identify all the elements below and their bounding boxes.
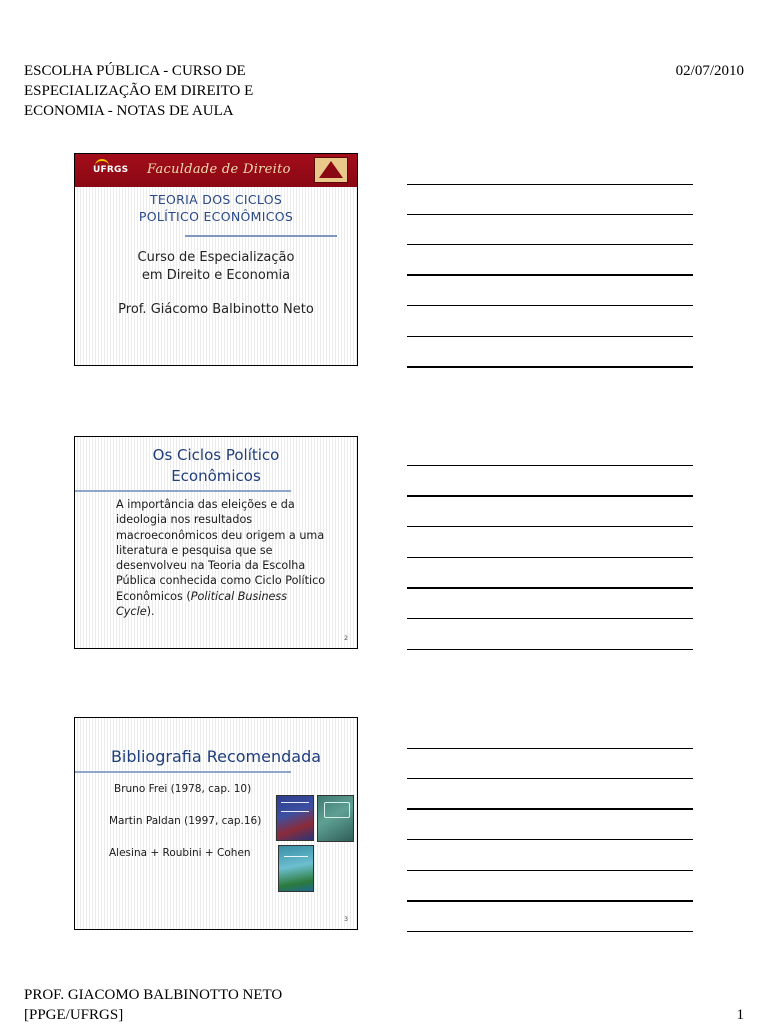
footer-page-number: 1 bbox=[736, 1007, 744, 1023]
slide-1-title-rule bbox=[185, 235, 337, 237]
slide-1-course bbox=[75, 249, 357, 285]
slide-2-body bbox=[116, 497, 356, 619]
footer-author-line-2: [PPGE/UFRGS] bbox=[24, 1007, 124, 1023]
faculdade-de-direito-logo: Faculdade de Direito bbox=[147, 162, 291, 177]
bibliography-item: Martin Paldan (1997, cap.16) bbox=[109, 815, 262, 827]
note-line bbox=[407, 839, 693, 840]
slide-2-title bbox=[75, 445, 357, 487]
note-line bbox=[407, 214, 693, 215]
slide-3-title: Bibliografia Recomendada bbox=[110, 747, 322, 766]
note-line bbox=[407, 336, 693, 337]
slide-1-thumbnail bbox=[74, 153, 358, 366]
note-line bbox=[407, 618, 693, 619]
bibliography-item: Bruno Frei (1978, cap. 10) bbox=[114, 783, 252, 795]
note-line bbox=[407, 305, 693, 306]
slide-2-body-italic: Cycle bbox=[116, 605, 147, 619]
slide-1-title-line-2: POLÍTICO ECONÔMICOS bbox=[138, 209, 294, 224]
slide-2-body-line: Pública conhecida como Ciclo Político bbox=[116, 574, 326, 588]
faculty-emblem-icon bbox=[314, 157, 348, 183]
slide-3-thumbnail bbox=[74, 717, 358, 930]
slide-2-thumbnail bbox=[74, 436, 358, 649]
slide-1-title-line-1: TEORIA DOS CICLOS bbox=[149, 192, 283, 207]
slide-2-body-italic: Political Business bbox=[190, 589, 288, 603]
slide-2-body-line: literatura e pesquisa que se bbox=[116, 543, 273, 557]
header-date: 02/07/2010 bbox=[675, 63, 744, 79]
note-line bbox=[407, 748, 693, 749]
note-line bbox=[407, 557, 693, 558]
slide-2-title-rule bbox=[75, 490, 291, 492]
slide-2-body-line: ideologia nos resultados bbox=[116, 513, 253, 527]
note-line bbox=[407, 495, 693, 497]
slide-2-body-line bbox=[116, 589, 356, 604]
slide-2-body-line: macroeconômicos deu origem a uma bbox=[116, 528, 325, 542]
note-line bbox=[407, 526, 693, 527]
note-line bbox=[407, 778, 693, 779]
note-line bbox=[407, 649, 693, 650]
note-line bbox=[407, 184, 693, 185]
slide-2-body-line: A importância das eleições e da bbox=[116, 498, 295, 511]
public-choice-iii-book-cover bbox=[317, 795, 354, 842]
header-title-line-1: ESCOLHA PÚBLICA - CURSO DE bbox=[24, 63, 246, 79]
note-line bbox=[407, 465, 693, 466]
note-line bbox=[407, 808, 693, 810]
slide-1-course-line-1: Curso de Especialização bbox=[137, 250, 295, 265]
slide-2-body-text: Econômicos ( bbox=[116, 589, 191, 603]
slide-2-body-text: ). bbox=[146, 605, 155, 619]
political-cycles-book-cover bbox=[278, 845, 314, 892]
slide-2-title-line-2: Econômicos bbox=[171, 467, 261, 485]
header-title-line-2: ESPECIALIZAÇÃO EM DIREITO E bbox=[24, 83, 254, 99]
slide-2-number: 2 bbox=[344, 635, 348, 642]
note-line bbox=[407, 366, 693, 368]
note-line bbox=[407, 870, 693, 871]
slide-3-title-rule bbox=[75, 771, 291, 773]
slide-2-title-line-1: Os Ciclos Político bbox=[152, 446, 280, 464]
header-title-line-3: ECONOMIA - NOTAS DE AULA bbox=[24, 103, 234, 119]
ufrgs-logo: UFRGS bbox=[93, 165, 129, 175]
slide-3-number: 3 bbox=[344, 916, 348, 923]
note-line bbox=[407, 931, 693, 932]
public-choice-perspectives-book-cover bbox=[276, 795, 314, 841]
note-line bbox=[407, 587, 693, 589]
footer-author-line-1: PROF. GIACOMO BALBINOTTO NETO bbox=[24, 987, 283, 1003]
slide-1-course-line-2: em Direito e Economia bbox=[141, 268, 291, 283]
note-line bbox=[407, 244, 693, 245]
document-footer-author bbox=[24, 985, 282, 1025]
note-line bbox=[407, 274, 693, 276]
slide-1-title bbox=[75, 191, 357, 225]
document-header-title bbox=[24, 61, 344, 121]
note-line bbox=[407, 900, 693, 902]
slide-2-body-line: desenvolveu na Teoria da Escolha bbox=[116, 559, 306, 573]
slide-2-body-line bbox=[116, 604, 356, 619]
ufrgs-banner bbox=[75, 154, 357, 187]
bibliography-item: Alesina + Roubini + Cohen bbox=[109, 847, 251, 859]
slide-1-professor: Prof. Giácomo Balbinotto Neto bbox=[118, 302, 314, 317]
